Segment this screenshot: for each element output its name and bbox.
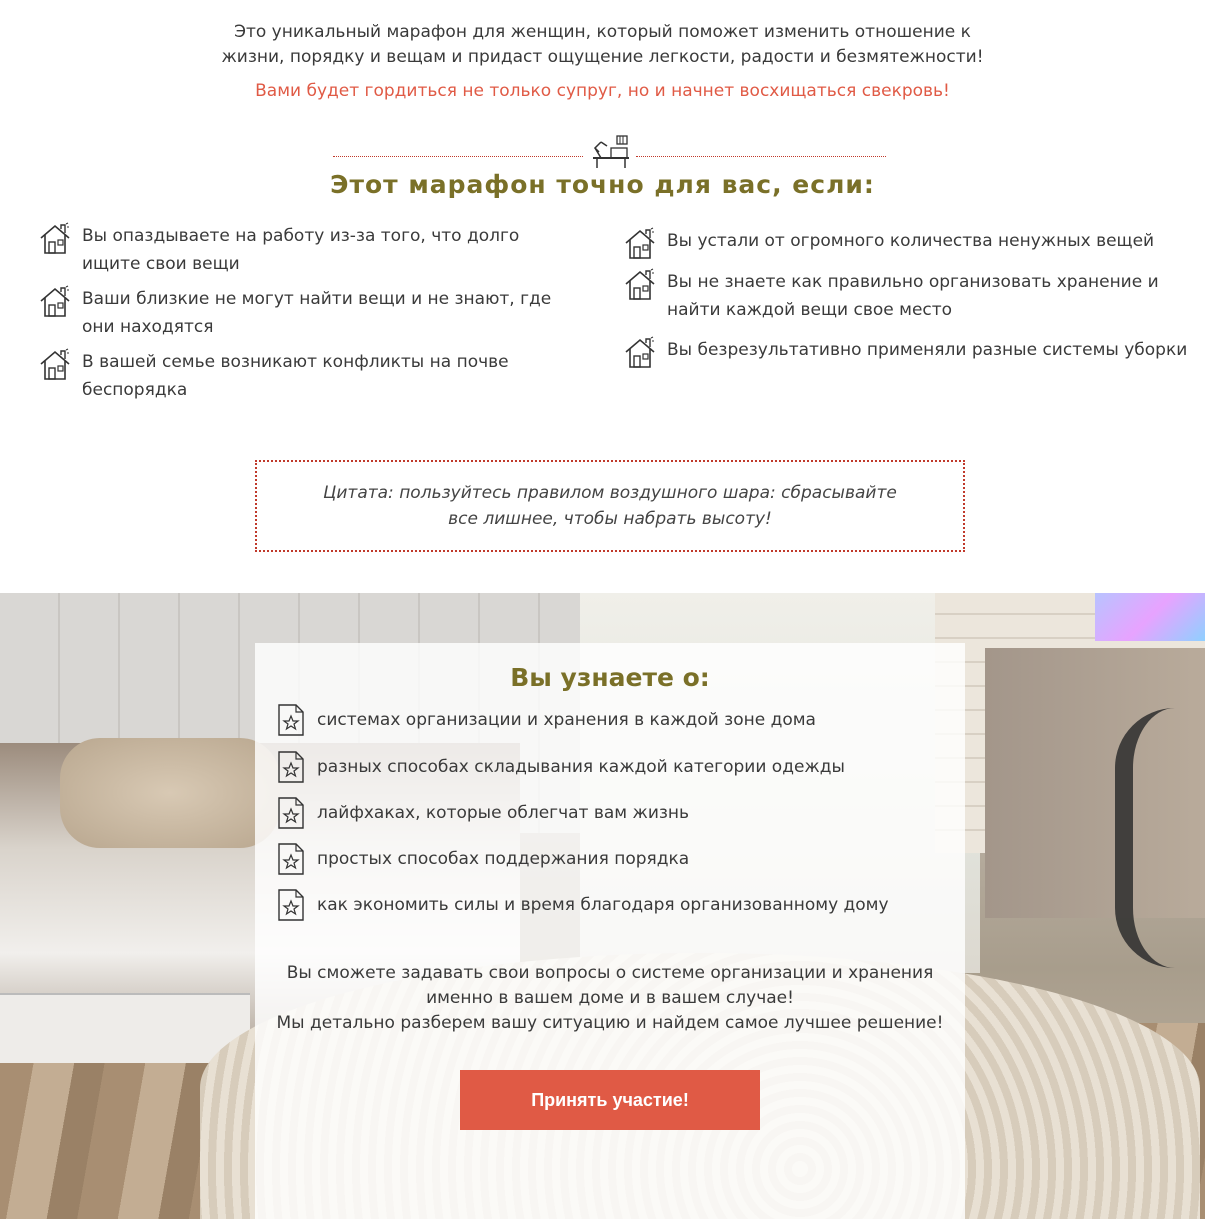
feature-item [38, 285, 578, 341]
star-document-icon [277, 750, 305, 784]
learn-text: как экономить силы и время благодаря организованному дому [317, 895, 889, 915]
intro-block [0, 20, 1205, 104]
feature-text: Вы не знаете как правильно организовать хранение и найти каждой вещи свое место [667, 272, 1159, 320]
learn-text: простых способах поддержания порядка [317, 849, 690, 869]
feature-text: Вы устали от огромного количества ненужных вещей [667, 231, 1155, 251]
learn-item [277, 888, 889, 922]
learn-item [277, 796, 689, 830]
feature-text: В вашей семье возникают конфликты на почве беспорядка [82, 352, 509, 400]
house-icon [623, 336, 657, 370]
feature-text: Ваши близкие не могут найти вещи и не знают, где они находятся [82, 289, 552, 337]
feature-item [623, 268, 1163, 324]
learn-text-line-1: Вы сможете задавать свои вопросы о системе организации и хранения [286, 963, 934, 983]
star-document-icon [277, 842, 305, 876]
section-title: Этот марафон точно для вас, если: [330, 170, 875, 199]
feature-text: Вы безрезультативно применяли разные системы уборки [667, 340, 1188, 360]
feature-item [38, 348, 538, 404]
learn-item [277, 842, 689, 876]
intro-line-2: жизни, порядку и вещам и придаст ощущение легкости, радости и безмятежности! [221, 47, 984, 67]
intro-accent: Вами будет гордиться не только супруг, но и начнет восхищаться свекровь! [255, 81, 950, 101]
learn-title: Вы узнаете о: [510, 663, 710, 692]
intro-line-1: Это уникальный марафон для женщин, который поможет изменить отношение к [234, 22, 971, 42]
learn-description [255, 961, 965, 1036]
feature-item [623, 336, 1198, 370]
star-document-icon [277, 796, 305, 830]
feature-text: Вы опаздываете на работу из-за того, что долго ищите свои вещи [82, 226, 520, 274]
house-icon [38, 348, 72, 382]
house-icon [38, 285, 72, 319]
desk-lamp-icon [591, 134, 631, 170]
star-document-icon [277, 888, 305, 922]
join-button[interactable]: Принять участие! [460, 1070, 760, 1130]
house-icon [623, 227, 657, 261]
house-icon [38, 222, 72, 256]
feature-item [38, 222, 578, 278]
learn-item [277, 750, 845, 784]
quote-text: Цитата: пользуйтесь правилом воздушного шара: сбрасывайте все лишнее, чтобы набрать высоту! [323, 483, 897, 529]
star-document-icon [277, 703, 305, 737]
learn-text-line-3: Мы детально разберем вашу ситуацию и найдем самое лучшее решение! [276, 1013, 944, 1033]
learn-text: системах организации и хранения в каждой зоне дома [317, 710, 816, 730]
learn-item [277, 703, 816, 737]
house-icon [623, 268, 657, 302]
learn-text-line-2: именно в вашем доме и в вашем случае! [426, 988, 794, 1008]
divider-line-left [333, 156, 583, 157]
learn-panel [255, 643, 965, 1219]
divider-line-right [636, 156, 886, 157]
learn-text: лайфхаках, которые облегчат вам жизнь [317, 803, 690, 823]
quote-box [255, 460, 965, 552]
feature-item [623, 227, 1198, 261]
learn-text: разных способах складывания каждой категории одежды [317, 757, 845, 777]
